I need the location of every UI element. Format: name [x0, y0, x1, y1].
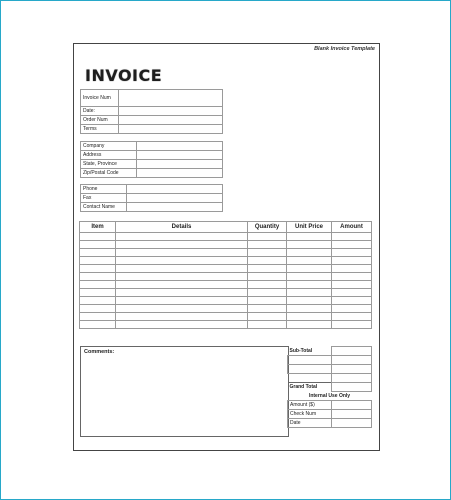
table-row [80, 321, 372, 329]
details-cell[interactable] [116, 313, 248, 321]
quantity-cell[interactable] [248, 249, 287, 257]
quantity-cell[interactable] [248, 297, 287, 305]
phone-field[interactable] [127, 185, 223, 194]
unit-price-cell[interactable] [287, 281, 332, 289]
details-cell[interactable] [116, 265, 248, 273]
quantity-cell[interactable] [248, 313, 287, 321]
unit-price-cell[interactable] [287, 297, 332, 305]
state-label: State, Province [81, 160, 137, 169]
fax-field[interactable] [127, 194, 223, 203]
details-cell[interactable] [116, 273, 248, 281]
item-cell[interactable] [80, 297, 116, 305]
table-row [80, 305, 372, 313]
table-row [80, 289, 372, 297]
subtotal-label: Sub-Total [288, 347, 332, 356]
details-cell[interactable] [116, 257, 248, 265]
invoice-num-label: Invoice Num [81, 90, 119, 107]
invoice-num-field[interactable] [119, 90, 223, 107]
check-num-field[interactable] [332, 410, 372, 419]
unit-price-cell[interactable] [287, 249, 332, 257]
details-cell[interactable] [116, 281, 248, 289]
unit-price-cell[interactable] [287, 321, 332, 329]
amount-cell[interactable] [332, 233, 372, 241]
item-cell[interactable] [80, 233, 116, 241]
address-label: Address [81, 151, 137, 160]
address-field[interactable] [137, 151, 223, 160]
internal-date-field[interactable] [332, 419, 372, 428]
details-cell[interactable] [116, 289, 248, 297]
details-cell[interactable] [116, 305, 248, 313]
column-header-amount: Amount [332, 222, 372, 233]
internal-use-label: Internal Use Only [288, 392, 372, 401]
item-cell[interactable] [80, 305, 116, 313]
contact-name-label: Contact Name [81, 203, 127, 212]
line-items-header [80, 222, 372, 233]
template-label: Blank Invoice Template [314, 46, 375, 52]
unit-price-cell[interactable] [287, 233, 332, 241]
amount-cell[interactable] [332, 273, 372, 281]
quantity-cell[interactable] [248, 257, 287, 265]
company-label: Company [81, 142, 137, 151]
item-cell[interactable] [80, 265, 116, 273]
order-num-field[interactable] [119, 116, 223, 125]
amount-cell[interactable] [332, 257, 372, 265]
quantity-cell[interactable] [248, 233, 287, 241]
quantity-cell[interactable] [248, 241, 287, 249]
terms-field[interactable] [119, 125, 223, 134]
totals-table [287, 346, 372, 428]
item-cell[interactable] [80, 241, 116, 249]
item-cell[interactable] [80, 257, 116, 265]
table-row [80, 273, 372, 281]
state-field[interactable] [137, 160, 223, 169]
invoice-title: INVOICE [85, 66, 163, 85]
check-num-label: Check Num [288, 410, 332, 419]
order-num-row [81, 116, 223, 125]
tax-label-blank-2 [288, 365, 332, 374]
table-row [80, 313, 372, 321]
date-label: Date: [81, 107, 119, 116]
column-header-unit-price: Unit Price [287, 222, 332, 233]
terms-label: Terms [81, 125, 119, 134]
comments-box[interactable] [80, 346, 289, 437]
amount-field[interactable] [332, 401, 372, 410]
amount-label: Amount ($) [288, 401, 332, 410]
item-cell[interactable] [80, 273, 116, 281]
table-row [80, 297, 372, 305]
grand-total-field[interactable] [332, 383, 372, 392]
date-row [81, 107, 223, 116]
unit-price-cell[interactable] [287, 265, 332, 273]
amount-cell[interactable] [332, 305, 372, 313]
table-row [80, 257, 372, 265]
item-cell[interactable] [80, 313, 116, 321]
zip-label: Zip/Postal Code [81, 169, 137, 178]
phone-label: Phone [81, 185, 127, 194]
subtotal-field[interactable] [332, 347, 372, 356]
order-num-label: Order Num [81, 116, 119, 125]
internal-date-label: Date [288, 419, 332, 428]
quantity-cell[interactable] [248, 265, 287, 273]
table-row [80, 265, 372, 273]
unit-price-cell[interactable] [287, 289, 332, 297]
column-header-item: Item [80, 222, 116, 233]
zip-field[interactable] [137, 169, 223, 178]
amount-cell[interactable] [332, 313, 372, 321]
quantity-cell[interactable] [248, 289, 287, 297]
invoice-info-table [80, 89, 223, 134]
quantity-cell[interactable] [248, 321, 287, 329]
unit-price-cell[interactable] [287, 313, 332, 321]
company-field[interactable] [137, 142, 223, 151]
fax-label: Fax [81, 194, 127, 203]
table-row [80, 233, 372, 241]
invoice-sheet [73, 43, 380, 451]
company-table [80, 141, 223, 178]
unit-price-cell[interactable] [287, 257, 332, 265]
item-cell[interactable] [80, 281, 116, 289]
tax-label-blank-1 [288, 356, 332, 365]
details-cell[interactable] [116, 321, 248, 329]
amount-cell[interactable] [332, 289, 372, 297]
amount-cell[interactable] [332, 249, 372, 257]
details-cell[interactable] [116, 297, 248, 305]
grand-total-label: Grand Total [288, 383, 332, 392]
amount-cell[interactable] [332, 265, 372, 273]
unit-price-cell[interactable] [287, 241, 332, 249]
quantity-cell[interactable] [248, 305, 287, 313]
spacer-cell [288, 374, 332, 383]
quantity-cell[interactable] [248, 281, 287, 289]
table-row [80, 249, 372, 257]
contact-name-field[interactable] [127, 203, 223, 212]
amount-cell[interactable] [332, 241, 372, 249]
contact-table [80, 184, 223, 212]
item-cell[interactable] [80, 321, 116, 329]
column-header-quantity: Quantity [248, 222, 287, 233]
amount-cell[interactable] [332, 297, 372, 305]
unit-price-cell[interactable] [287, 273, 332, 281]
column-header-details: Details [116, 222, 248, 233]
details-cell[interactable] [116, 249, 248, 257]
line-items-table [79, 221, 372, 329]
tax-field-1[interactable] [332, 356, 372, 365]
amount-cell[interactable] [332, 281, 372, 289]
unit-price-cell[interactable] [287, 305, 332, 313]
terms-row [81, 125, 223, 134]
quantity-cell[interactable] [248, 273, 287, 281]
tax-field-2[interactable] [332, 365, 372, 374]
item-cell[interactable] [80, 289, 116, 297]
date-field[interactable] [119, 107, 223, 116]
extra-field[interactable] [332, 374, 372, 383]
comments-label: Comments: [84, 349, 115, 355]
details-cell[interactable] [116, 233, 248, 241]
invoice-num-row [81, 90, 223, 107]
table-row [80, 281, 372, 289]
item-cell[interactable] [80, 249, 116, 257]
amount-cell[interactable] [332, 321, 372, 329]
details-cell[interactable] [116, 241, 248, 249]
table-row [80, 241, 372, 249]
